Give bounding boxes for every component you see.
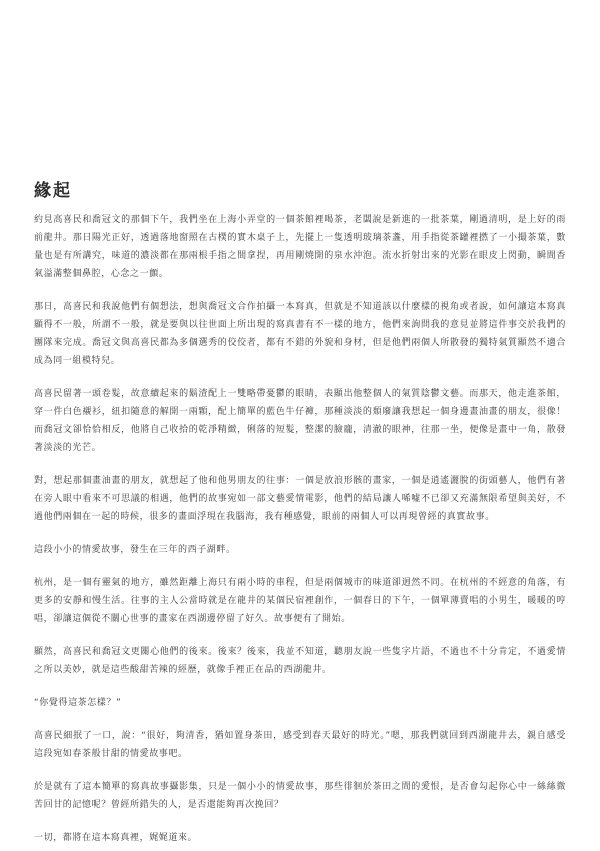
paragraph-8: “你覺得這茶怎樣？” — [34, 698, 122, 708]
paragraph-6: 杭州，是一個有靈氣的地方，雖然距離上海只有兩小時的車程，但是兩個城市的味道卻迥然不同。在杭州的不經意的角落，有更多的安靜和慢生活。往事的主人公當時就是在龍井的某個民宿裡創作，一個春日的下午，一個單薄賣唱的小男生，暖暖的哼唱，卻讓這個從不關心世事的畫家在西湖邊停留了好久。故事便有了開始。 — [34, 578, 566, 624]
paragraph-11: 一切，都將在這本寫真裡，娓娓道來。 — [34, 833, 198, 843]
paragraph-1: 約見高喜民和喬冠文的那個下午，我們坐在上海小弄堂的一個茶館裡喝茶，老闆說是新進的一批茶葉，剛過清明，是上好的雨前龍井。那日陽光正好，透過落地窗照在古樸的實木桌子上，先擺上一隻透明玻璃茶盞，用手指從茶罐裡撚了一小撮茶葉，數量也是有所講究，味道的濃淡都在那兩根手指之間拿捏，再用剛燒開的泉水沖泡。流水折射出來的光影在眼皮上閃動，瞬間香氣溢滿整個鼻腔，心念之一顫。 — [34, 215, 566, 279]
paragraph-5: 這段小小的情愛故事，發生在三年的西子湖畔。 — [34, 545, 236, 555]
paragraph-4: 對，想起那個畫油畫的朋友，就想起了他和他男朋友的往事：一個是放浪形骸的畫家，一個是逍遙灑脫的街頭藝人，他們有著在旁人眼中看來不可思議的相遇，他們的故事宛如一部文藝愛情電影，他們的結局讓人唏噓不已卻又充滿無限希望與美好，不過他們兩個在一起的時候，很多的畫面浮現在我腦海，我有種感覺，眼前的兩個人可以再現曾經的真實故事。 — [34, 476, 566, 522]
paragraph-2: 那日，高喜民和我說他們有個想法，想與喬冠文合作拍攝一本寫真，但就是不知道該以什麼樣的視角或者說，如何讓這本寫真顯得不一般，所謂不一般，就是要與以往世面上所出現的寫真書有不一樣的地方，他們來詢問我的意見並將這件事交於我們的團隊來完成。喬冠文與高喜民都為多個選秀的佼佼者，都有不錯的外貌和身材，但是他們兩個人所散發的獨特氣質顯然不適合成為同一組模特兒。 — [34, 302, 566, 366]
paragraph-10: 於是就有了這本簡單的寫真故事攝影集，只是一個小小的情愛故事，那些徘徊於茶田之間的愛恨，是否會勾起你心中一絲絲微苦回甘的記憶呢？曾經所錯失的人，是否還能夠再次挽回？ — [34, 782, 566, 810]
paragraph-3: 高喜民留著一頭卷髮，故意續起來的鬍渣配上一雙略帶憂鬱的眼睛，表顯出他整個人的氣質陰鬱文藝。而那天，他走進茶館，穿一件白色襯衫，紐扣隨意的解開一兩顆，配上簡單的藍色牛仔褲，那種淡淡的頹廢讓我想起一個身邊畫油畫的朋友，很像！而喬冠文卻恰恰相反，他將自己收拾的乾淨精緻，俐落的短髮，整潔的臉龐，清澈的眼神，往那一坐，便像是畫中一角，散發著淡淡的光芒。 — [34, 389, 566, 453]
page-title: 緣起 — [34, 181, 72, 201]
paragraph-9: 高喜民細抿了一口，說：“很好，夠清香，猶如置身茶田，感受到春天最好的時光。”嗯，那我們就回到西湖龍井去，親自感受這段宛如春茶般甘甜的情愛故事吧。 — [34, 731, 566, 759]
paragraph-7: 顯然，高喜民和喬冠文更關心他們的後來。後來？後來，我並不知道，聽朋友說一些隻字片語，不過也不十分肯定，不過愛情之所以美妙，就是這些酸甜苦辣的經歷，就像手裡正在品的西湖龍井。 — [34, 647, 566, 675]
